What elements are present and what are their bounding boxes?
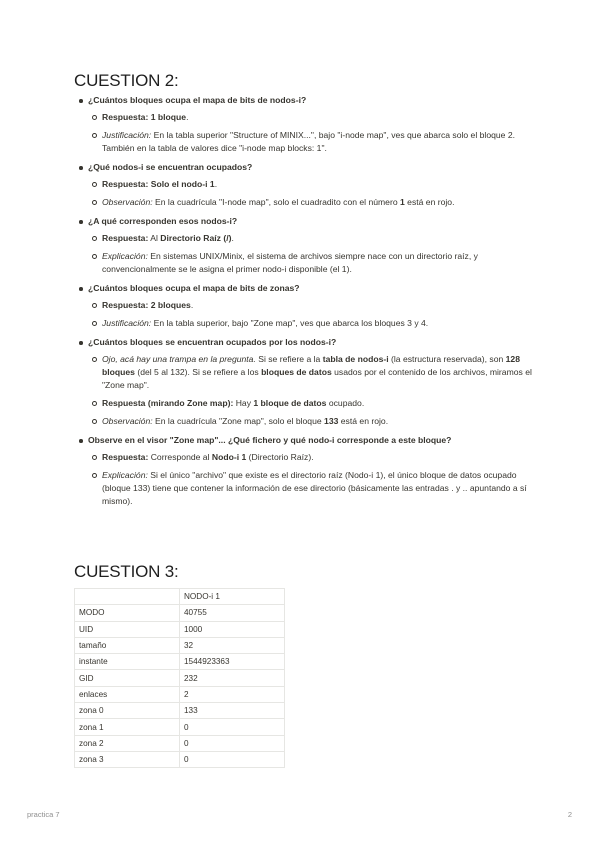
observation-number: 1: [400, 197, 405, 207]
table-cell-label: GID: [75, 670, 180, 686]
answer-end: .: [214, 179, 218, 189]
observation-text: En la cuadrícula "I-node map", solo el cuadradito con el número: [155, 197, 398, 207]
list-item: [74, 94, 534, 155]
answer-label: Respuesta:: [102, 179, 149, 189]
table-cell-value: 0: [180, 735, 285, 751]
list-item: [88, 196, 534, 209]
table-cell-label: MODO: [75, 605, 180, 621]
list-item: [74, 434, 534, 508]
answer-value: Solo el nodo-i 1: [150, 179, 215, 189]
answer-end: .: [231, 233, 234, 243]
table-cell-value: 2: [180, 686, 285, 702]
list-item: [88, 299, 534, 312]
list-item: [88, 111, 534, 124]
answer-end: .: [190, 300, 194, 310]
table-cell-value: 0: [180, 751, 285, 767]
section-title-cuestion-3: CUESTION 3:: [74, 562, 179, 581]
justification-text: En la tabla superior "Structure of MINIX...", bajo "i-node map", ves que abarca solo el bloque 2. También en la tabla de valores dice "i-node map blocks: 1".: [102, 130, 515, 153]
list-item: [74, 215, 534, 276]
table-cell-label: enlaces: [75, 686, 180, 702]
question-text: ¿Cuántos bloques ocupa el mapa de bits de zonas?: [88, 283, 300, 293]
table-row: [75, 670, 285, 686]
observation-text-end: está en rojo.: [407, 197, 455, 207]
answer-value: Directorio Raíz (/): [160, 233, 232, 243]
table-row: [75, 637, 285, 653]
answer-end: .: [186, 112, 189, 122]
explanation-text: Si el único "archivo" que existe es el directorio raíz (Nodo-i 1), el único bloque de datos ocupado (bloque 133) tiene que contener la información de ese directorio (básicamente las entradas . y .. apuntando a sí mismo).: [102, 470, 527, 506]
table-row: [75, 703, 285, 719]
answer-label: Respuesta:: [102, 233, 149, 243]
trap-bold: tabla de nodos-i: [322, 354, 389, 364]
table-row: [75, 751, 285, 767]
question-text: ¿Qué nodos-i se encuentran ocupados?: [88, 162, 253, 172]
answer-prefix: Corresponde al: [150, 452, 210, 462]
table-cell-label: UID: [75, 621, 180, 637]
table-cell-value: 0: [180, 719, 285, 735]
table-cell-value: 232: [180, 670, 285, 686]
question-text: ¿Cuántos bloques ocupa el mapa de bits de nodos-i?: [88, 95, 307, 105]
list-item: [74, 336, 534, 428]
footer-page-number: 2: [567, 810, 572, 819]
trap-text: (del 5 al 132). Si se refiere a los: [137, 367, 259, 377]
observation-text: En la cuadrícula "Zone map", solo el bloque: [155, 416, 322, 426]
list-item: [88, 250, 534, 276]
list-item: [88, 415, 534, 428]
table-cell-label: zona 2: [75, 735, 180, 751]
answer-prefix: Hay: [235, 398, 251, 408]
list-item: [88, 129, 534, 155]
table-cell-value: 1000: [180, 621, 285, 637]
question-text: ¿Cuántos bloques se encuentran ocupados por los nodos-i?: [88, 337, 337, 347]
question-list: [74, 94, 534, 514]
observation-text-end: está en rojo.: [340, 416, 389, 426]
observation-label: Observación:: [102, 416, 153, 426]
list-item: [88, 353, 534, 392]
explanation-label: Explicación:: [102, 470, 148, 480]
trap-text: usados por el contenido de los archivos, miramos el "Zone map".: [102, 367, 532, 390]
observation-number: 133: [324, 416, 339, 426]
table-header-cell: NODO-i 1: [180, 589, 285, 605]
list-item: [88, 397, 534, 410]
answer-value: Nodo-i 1: [211, 452, 247, 462]
answer-label: Respuesta (mirando Zone map):: [102, 398, 234, 408]
table-cell-value: 32: [180, 637, 285, 653]
table-cell-label: zona 3: [75, 751, 180, 767]
list-item: [88, 178, 534, 191]
table-header-cell: [75, 589, 180, 605]
table-row: [75, 686, 285, 702]
table-cell-value: 1544923363: [180, 654, 285, 670]
table-cell-value: 133: [180, 703, 285, 719]
table-cell-label: zona 0: [75, 703, 180, 719]
justification-label: Justificación:: [102, 130, 152, 140]
list-item: [74, 161, 534, 209]
answer-label: Respuesta:: [102, 452, 149, 462]
list-item: [88, 232, 534, 245]
explanation-text: En sistemas UNIX/Minix, el sistema de archivos siempre nace con un directorio raíz, y convencionalmente se le asigna el primer nodo-i disponible (el 1).: [102, 251, 478, 274]
question-text: Observe en el visor "Zone map"... ¿Qué fichero y qué nodo-i corresponde a este bloque?: [88, 435, 452, 445]
table-cell-label: zona 1: [75, 719, 180, 735]
question-text: ¿A qué corresponden esos nodos-i?: [88, 216, 238, 226]
trap-text: (la estructura reservada), son: [391, 354, 504, 364]
justification-text: En la tabla superior, bajo "Zone map", ves que abarca los bloques 3 y 4.: [153, 318, 429, 328]
trap-text: Si se refiere a la: [258, 354, 321, 364]
table-row: [75, 605, 285, 621]
answer-end: ocupado.: [328, 398, 365, 408]
section-title-cuestion-2: CUESTION 2:: [74, 71, 179, 90]
table-cell-label: instante: [75, 654, 180, 670]
list-item: [88, 469, 534, 508]
list-item: [74, 282, 534, 330]
answer-value: 1 bloque: [150, 112, 187, 122]
table-row: [75, 719, 285, 735]
answer-label: Respuesta:: [102, 300, 149, 310]
answer-value: 2 bloques: [150, 300, 191, 310]
list-item: [88, 451, 534, 464]
trap-bold: bloques de datos: [261, 367, 332, 377]
observation-label: Observación:: [102, 197, 153, 207]
table-header-row: [75, 589, 285, 605]
answer-value: 1 bloque de datos: [253, 398, 327, 408]
explanation-label: Explicación:: [102, 251, 148, 261]
trap-label: Ojo, acá hay una trampa en la pregunta.: [102, 354, 256, 364]
table-cell-label: tamaño: [75, 637, 180, 653]
table-row: [75, 621, 285, 637]
footer-document-name: practica 7: [27, 810, 60, 819]
table-row: [75, 654, 285, 670]
answer-label: Respuesta:: [102, 112, 149, 122]
table-cell-value: 40755: [180, 605, 285, 621]
inode-table: [74, 588, 285, 768]
trap-bold: 128 bloques: [102, 354, 520, 377]
table-row: [75, 735, 285, 751]
answer-end: (Directorio Raíz).: [248, 452, 314, 462]
answer-prefix: Al: [150, 233, 158, 243]
justification-label: Justificación:: [102, 318, 152, 328]
list-item: [88, 317, 534, 330]
